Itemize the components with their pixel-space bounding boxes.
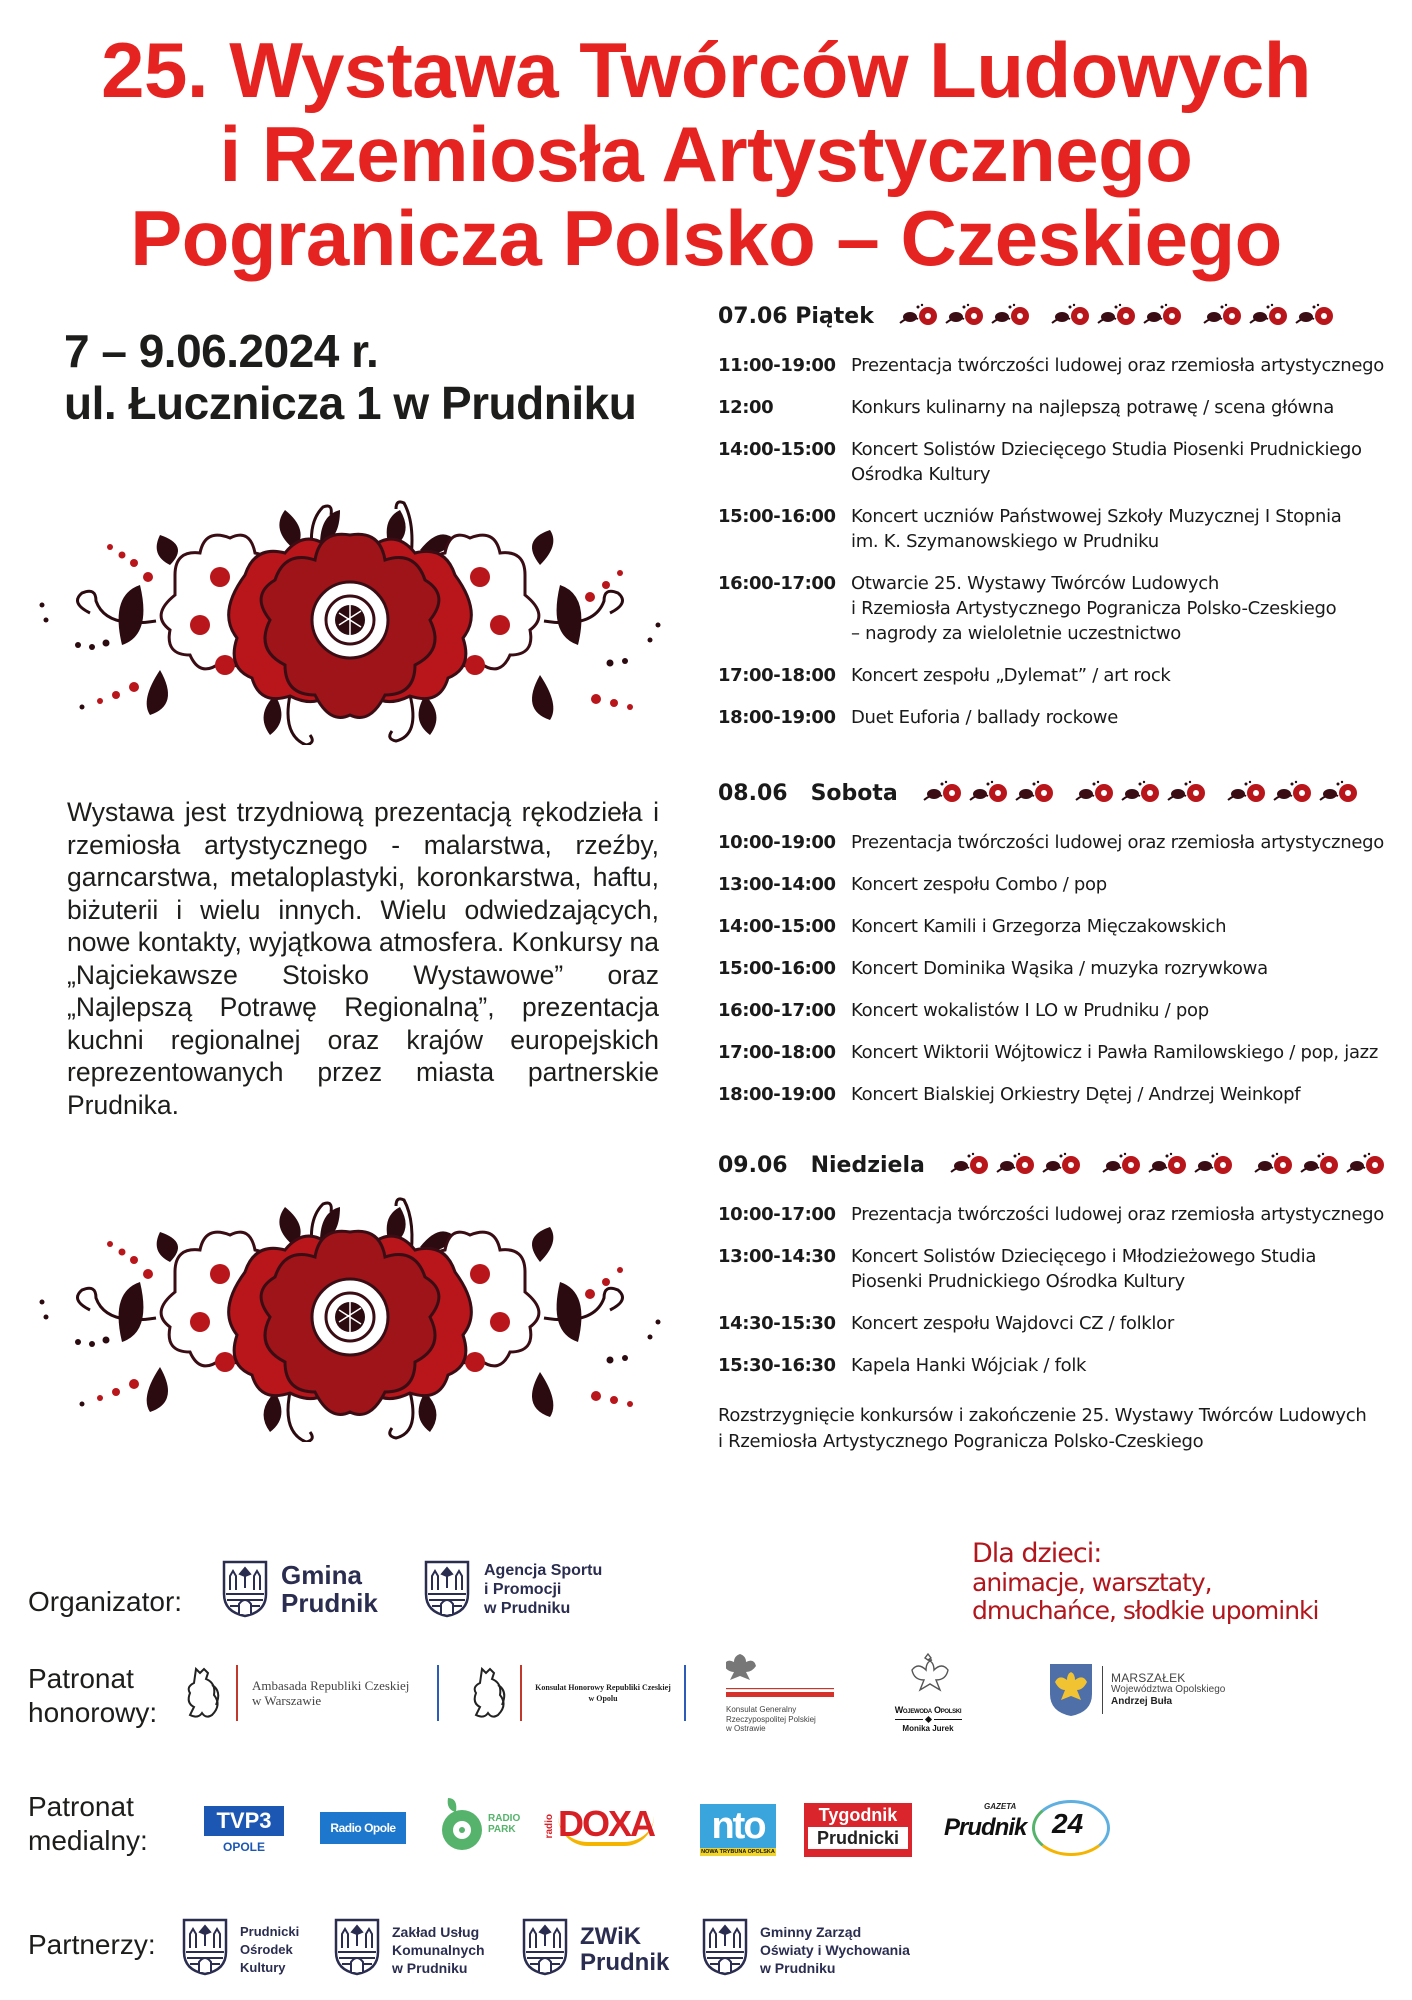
schedule-description — [851, 956, 1398, 981]
schedule-description-line: Piosenki Prudnickiego Ośrodka Kultury — [851, 1271, 1185, 1292]
kids-line-2: dmuchańce, słodkie upominki — [972, 1596, 1319, 1625]
schedule-time: 18:00-19:00 — [718, 1084, 836, 1105]
tygodnik-sub: Prudnicki — [808, 1827, 908, 1849]
schedule-description-line: Koncert Bialskiej Orkiestry Dętej / Andrzej Weinkopf — [851, 1084, 1301, 1105]
folk-flower-ornament-icon — [30, 1192, 670, 1442]
schedule-time: 15:30-16:30 — [718, 1355, 836, 1376]
schedule-description-line: Prezentacja twórczości ludowej oraz rzemiosła artystycznego — [851, 1204, 1384, 1225]
crest-icon — [424, 1560, 470, 1618]
event-address: ul. Łucznicza 1 w Prudniku — [64, 377, 637, 429]
schedule-time: 12:00 — [718, 397, 774, 418]
partner-name-line: Gminny Zarząd — [760, 1923, 862, 1940]
radio-park-icon — [440, 1796, 486, 1852]
honorary-label — [28, 1662, 157, 1730]
schedule-time: 15:00-16:00 — [718, 958, 836, 979]
gazeta-name: Prudnik — [944, 1814, 1027, 1841]
schedule-row — [718, 1202, 1398, 1227]
flower-garland-icon — [922, 780, 1364, 806]
schedule-row — [718, 353, 1398, 378]
schedule-description-line: Koncert Dominika Wąsika / muzyka rozrywkowa — [851, 958, 1268, 979]
schedule-description — [851, 998, 1398, 1023]
partner-name-line: w Prudniku — [760, 1959, 836, 1976]
schedule-description — [851, 1040, 1398, 1065]
schedule-time: 14:00-15:00 — [718, 439, 836, 460]
schedule-description-line: Prezentacja twórczości ludowej oraz rzemiosła artystycznego — [851, 832, 1384, 853]
logo-gmina-prudnik — [222, 1560, 378, 1618]
closing-line-2: i Rzemiosła Artystycznego Pogranicza Polsko-Czeskiego — [718, 1431, 1204, 1452]
schedule-description — [851, 571, 1398, 646]
nto-sub: NOWA TRYBUNA OPOLSKA — [701, 1849, 775, 1855]
partner-name-line: w Prudniku — [392, 1959, 468, 1976]
logo-konsulat-polski — [726, 1650, 838, 1734]
flower-garland-icon — [898, 303, 1340, 329]
schedule-row — [718, 872, 1398, 897]
kids-heading: Dla dzieci: — [972, 1538, 1102, 1569]
schedule-description-line: – nagrody za wieloletnie uczestnictwo — [851, 623, 1182, 644]
schedule-description-line: Koncert uczniów Państwowej Szkoły Muzycznej I Stopnia — [851, 506, 1342, 527]
media-label-line-2: medialny: — [28, 1825, 148, 1856]
partner-name-line: ZWiK — [580, 1922, 642, 1950]
schedule-description-line: im. K. Szymanowskiego w Prudniku — [851, 531, 1159, 552]
schedule-row — [718, 1244, 1398, 1294]
schedule-description-line: Koncert Solistów Dziecięcego Studia Piosenki Prudnickiego — [851, 439, 1362, 460]
polish-eagle-icon — [726, 1650, 838, 1700]
schedule-time: 18:00-19:00 — [718, 707, 836, 728]
honorary-4-line-2: Monika Jurek — [902, 1724, 954, 1733]
logo-konsulat-czech — [468, 1665, 686, 1721]
crest-icon — [522, 1918, 568, 1981]
schedule-time: 16:00-17:00 — [718, 573, 836, 594]
schedule-description-line: Koncert Kamili i Grzegorza Mięczakowskich — [851, 916, 1227, 937]
crest-icon — [334, 1918, 380, 1981]
schedule-description — [851, 663, 1398, 688]
logo-radio-opole: Radio Opole — [320, 1812, 406, 1844]
organizer-1-line-2: Prudnik — [281, 1588, 378, 1618]
media-label — [28, 1790, 148, 1858]
schedule-row — [718, 504, 1398, 554]
schedule-description — [851, 437, 1398, 487]
schedule-description-line: Koncert wokalistów I LO w Prudniku / pop — [851, 1000, 1209, 1021]
honorary-5-line-2: Województwa Opolskiego — [1111, 1684, 1226, 1695]
logo-agencja-sportu — [424, 1560, 602, 1618]
schedule-time: 13:00-14:30 — [718, 1246, 836, 1267]
event-dates: 7 – 9.06.2024 r. — [64, 325, 379, 377]
organizer-2-line-1: Agencja Sportu — [484, 1561, 603, 1579]
partner-logo — [334, 1918, 485, 1981]
partner-name-line: Kultury — [240, 1959, 286, 1975]
schedule-row — [718, 956, 1398, 981]
schedule-description-line: Otwarcie 25. Wystawy Twórców Ludowych — [851, 573, 1219, 594]
event-info — [64, 325, 636, 429]
day-label: 07.06 Piątek — [718, 303, 874, 329]
schedule-time: 10:00-19:00 — [718, 832, 836, 853]
logo-radio-doxa — [544, 1803, 655, 1846]
czech-lion-icon — [468, 1665, 512, 1721]
organizer-1-line-1: Gmina — [281, 1560, 362, 1590]
schedule-description-line: Prezentacja twórczości ludowej oraz rzemiosła artystycznego — [851, 355, 1384, 376]
kids-line-1: animacje, warsztaty, — [972, 1568, 1212, 1597]
schedule-time: 11:00-19:00 — [718, 355, 836, 376]
partner-name-line: Prudnicki — [240, 1923, 300, 1939]
schedule-row — [718, 1082, 1398, 1107]
schedule-time: 17:00-18:00 — [718, 1042, 836, 1063]
schedule-description-line: Koncert zespołu „Dylemat” / art rock — [851, 665, 1171, 686]
honorary-4-line-1: Wojewoda Opolski — [894, 1705, 962, 1715]
schedule-row — [718, 571, 1398, 646]
folk-flower-ornament-icon — [30, 495, 670, 745]
nto-name: nto — [700, 1804, 776, 1848]
organizer-2-line-3: w Prudniku — [484, 1599, 571, 1617]
schedule-description-line: Ośrodka Kultury — [851, 464, 991, 485]
media-label-line-1: Patronat — [28, 1791, 134, 1822]
schedule-row — [718, 1353, 1398, 1378]
schedule-time: 17:00-18:00 — [718, 665, 836, 686]
tvp3-sub: OPOLE — [222, 1840, 265, 1854]
doxa-name: DOXA — [558, 1803, 655, 1844]
tvp3-name: TVP3 — [204, 1806, 284, 1836]
schedule-time: 10:00-17:00 — [718, 1204, 836, 1225]
schedule-description — [851, 872, 1398, 897]
schedule-time: 16:00-17:00 — [718, 1000, 836, 1021]
polish-eagle-icon — [906, 1652, 950, 1700]
poster-title — [0, 28, 1412, 280]
honorary-3-line-3: w Ostrawie — [726, 1724, 766, 1733]
honorary-3-line-2: Rzeczypospolitej Polskiej — [726, 1714, 816, 1724]
honorary-5-line-1: MARSZAŁEK — [1111, 1671, 1186, 1685]
radio-park-sub: PARK — [488, 1824, 516, 1835]
partner-logo — [702, 1918, 910, 1981]
partner-logo — [522, 1918, 669, 1981]
title-line-2: i Rzemiosła Artystycznego — [219, 110, 1193, 198]
day-label: 09.06 Niedziela — [718, 1152, 925, 1178]
partner-name-line: Oświaty i Wychowania — [760, 1941, 910, 1958]
schedule-row — [718, 998, 1398, 1023]
schedule-description-line: Konkurs kulinarny na najlepszą potrawę / scena główna — [851, 397, 1334, 418]
gazeta-sub: GAZETA — [984, 1802, 1017, 1811]
partner-name-line: Ośrodek — [240, 1941, 293, 1957]
honorary-2-line-2: w Opolu — [588, 1694, 618, 1703]
partner-name-line: Zakład Usług — [392, 1923, 480, 1940]
honorary-2-line-1: Konsulat Honorowy Republiki Czeskiej — [535, 1683, 671, 1692]
organizer-label: Organizator: — [28, 1586, 183, 1617]
schedule-description — [851, 914, 1398, 939]
honorary-3-line-1: Konsulat Generalny — [726, 1705, 797, 1714]
opole-eagle-icon — [1048, 1662, 1094, 1718]
logo-tygodnik-prudnicki — [804, 1803, 912, 1857]
schedule-description-line: Duet Euforia / ballady rockowe — [851, 707, 1118, 728]
crest-icon — [222, 1560, 268, 1618]
closing-note — [718, 1403, 1398, 1455]
schedule-row — [718, 705, 1398, 730]
partner-name-line: Komunalnych — [392, 1941, 485, 1958]
closing-line-1: Rozstrzygnięcie konkursów i zakończenie 25. Wystawy Twórców Ludowych — [718, 1405, 1367, 1426]
schedule-description-line: Kapela Hanki Wójciak / folk — [851, 1355, 1087, 1376]
partner-logo — [182, 1918, 299, 1981]
day-label: 08.06 Sobota — [718, 780, 898, 806]
schedule-row — [718, 437, 1398, 487]
flower-garland-icon — [949, 1152, 1391, 1178]
czech-lion-icon — [182, 1665, 226, 1721]
schedule-description — [851, 395, 1398, 420]
day-header — [718, 303, 1340, 329]
honorary-label-line-2: honorowy: — [28, 1697, 158, 1728]
schedule-row — [718, 395, 1398, 420]
schedule-description — [851, 504, 1398, 554]
logo-marszalek — [1048, 1662, 1225, 1718]
logo-nto — [700, 1804, 776, 1856]
tygodnik-name: Tygodnik — [818, 1805, 898, 1825]
honorary-label-line-1: Patronat — [28, 1663, 134, 1694]
title-line-1: 25. Wystawa Twórców Ludowych — [101, 26, 1311, 114]
schedule-description-line: Koncert Wiktorii Wójtowicz i Pawła Ramilowskiego / pop, jazz — [851, 1042, 1378, 1063]
schedule-description — [851, 1082, 1398, 1107]
kids-attractions — [972, 1539, 1318, 1625]
schedule-description — [851, 705, 1398, 730]
schedule-description-line: Koncert zespołu Wajdovci CZ / folklor — [851, 1313, 1174, 1334]
schedule-row — [718, 1311, 1398, 1336]
schedule-row — [718, 830, 1398, 855]
schedule-description-line: i Rzemiosła Artystycznego Pogranicza Polsko-Czeskiego — [851, 598, 1337, 619]
honorary-1-line-2: w Warszawie — [252, 1693, 322, 1708]
schedule-time: 14:00-15:00 — [718, 916, 836, 937]
schedule-time: 13:00-14:00 — [718, 874, 836, 895]
honorary-1-line-1: Ambasada Republiki Czeskiej — [252, 1678, 410, 1693]
logo-wojewoda — [872, 1652, 984, 1733]
crest-icon — [182, 1918, 228, 1981]
logo-gazeta-prudnik24 — [944, 1798, 1114, 1858]
logo-radio-park — [440, 1796, 520, 1852]
logo-ambasada-czech — [182, 1665, 439, 1721]
partner-name-line: Prudnik — [580, 1948, 670, 1976]
schedule-row — [718, 1040, 1398, 1065]
schedule-row — [718, 663, 1398, 688]
gazeta-num: 24 — [1052, 1808, 1084, 1839]
partners-label: Partnerzy: — [28, 1929, 156, 1960]
title-line-3: Pogranicza Polsko – Czeskiego — [130, 194, 1282, 282]
schedule-description — [851, 830, 1398, 855]
schedule-time: 15:00-16:00 — [718, 506, 836, 527]
logo-tvp3-opole — [204, 1806, 284, 1854]
day-header — [718, 1152, 1391, 1178]
exhibition-description: Wystawa jest trzydniową prezentacją rękodzieła i rzemiosła artystycznego - malarstwa, rzeźby, garncarstwa, metaloplastyki, koronkarstwa, haftu, biżuterii i wielu innych. Wielu odwiedzających, nowe kontakty, wyjątkowa atmosfera. Konkursy na „Najciekawsze Stoisko Wystawowe” oraz „Najlepszą Potrawę Regionalną”, prezentacja kuchni regionalnej oraz krajów europejskich reprezentowanych przez miasta partnerskie Prudnika. — [67, 797, 659, 1120]
schedule-description — [851, 1202, 1398, 1227]
schedule-row — [718, 914, 1398, 939]
crest-icon — [702, 1918, 748, 1981]
organizer-2-line-2: i Promocji — [484, 1580, 562, 1598]
radio-park-name: RADIO — [488, 1813, 521, 1824]
schedule-description — [851, 1311, 1398, 1336]
schedule-description-line: Koncert Solistów Dziecięcego i Młodzieżowego Studia — [851, 1246, 1317, 1267]
schedule-description — [851, 1353, 1398, 1378]
day-header — [718, 780, 1364, 806]
honorary-5-line-3: Andrzej Buła — [1111, 1696, 1173, 1707]
schedule-time: 14:30-15:30 — [718, 1313, 836, 1334]
doxa-sub: radio — [544, 1813, 555, 1839]
schedule-description — [851, 1244, 1398, 1294]
schedule-description — [851, 353, 1398, 378]
schedule-description-line: Koncert zespołu Combo / pop — [851, 874, 1107, 895]
